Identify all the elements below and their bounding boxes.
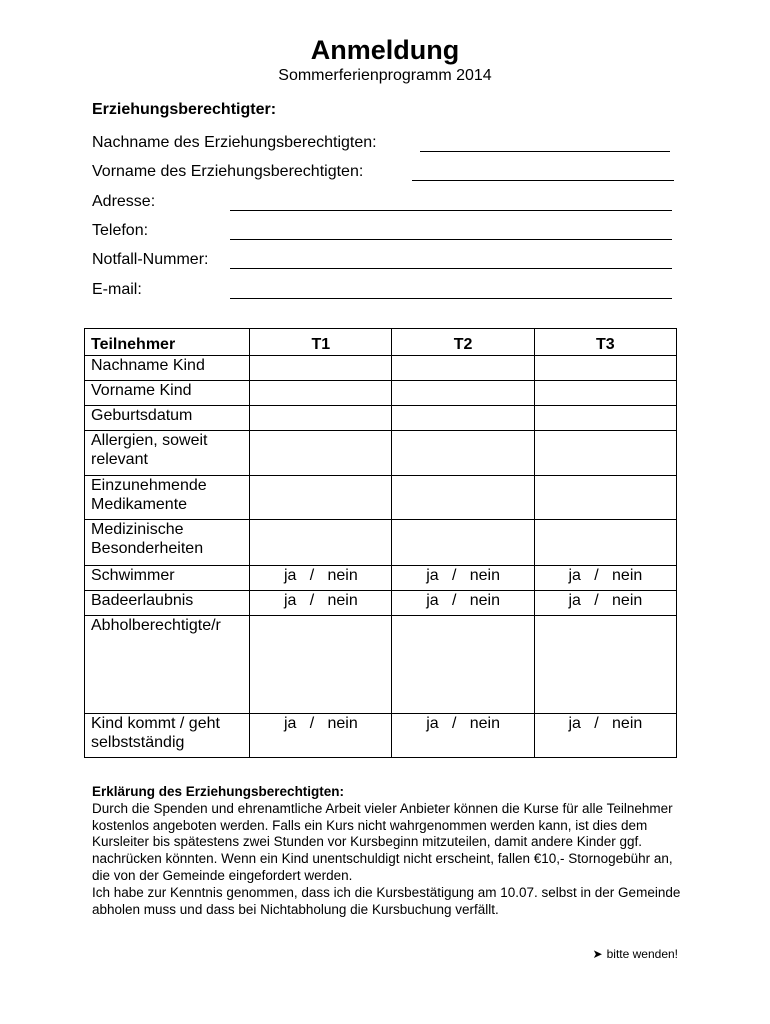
- emergency-number-label: Notfall-Nummer:: [92, 251, 209, 268]
- cell-t3[interactable]: [534, 431, 676, 476]
- cell-t2[interactable]: [392, 476, 534, 520]
- cell-t3[interactable]: [534, 616, 676, 714]
- cell-t2[interactable]: [392, 356, 534, 381]
- cell-t3[interactable]: [534, 381, 676, 406]
- address-label: Adresse:: [92, 193, 156, 210]
- guardian-heading: Erziehungsberechtigter:: [92, 101, 277, 118]
- row-label: Allergien, soweit relevant: [85, 431, 250, 476]
- cell-t3[interactable]: [534, 356, 676, 381]
- yes-no-choice[interactable]: ja / nein: [392, 714, 534, 758]
- cell-t3[interactable]: [534, 520, 676, 566]
- yes-no-choice[interactable]: ja / nein: [534, 591, 676, 616]
- declaration-paragraph: Durch die Spenden und ehrenamtliche Arbeit vieler Anbieter können die Kurse für alle Teilnehmer kostenlos angeboten werden. Falls ein Kurs nicht wahrgenommen werden kann, ist dies dem Kursleiter bis spätestens zwei Stunden vor Kursbeginn mitzuteilen, damit andere Kinder ggf. nachrücken könnten. Wenn ein Kind unentschuldigt nicht erscheint, fallen €10,- Stornogebühr an, die von der Gemeinde eingefordert werden.: [92, 800, 673, 883]
- cell-t1[interactable]: [250, 406, 392, 431]
- row-label: Vorname Kind: [85, 381, 250, 406]
- guardian-lastname-field[interactable]: [420, 151, 670, 152]
- table-row: [85, 616, 677, 714]
- header-t2: T2: [392, 329, 534, 356]
- guardian-lastname-label: Nachname des Erziehungsberechtigten:: [92, 134, 377, 151]
- row-label: Kind kommt / geht selbstständig: [85, 714, 250, 758]
- emergency-number-row: [92, 249, 682, 273]
- declaration-block: [92, 784, 682, 918]
- table-row: [85, 591, 677, 616]
- email-label: E-mail:: [92, 281, 142, 298]
- yes-no-choice[interactable]: ja / nein: [250, 591, 392, 616]
- yes-no-choice[interactable]: ja / nein: [392, 566, 534, 591]
- footer-note-text: bitte wenden!: [606, 947, 678, 961]
- phone-field[interactable]: [230, 239, 672, 240]
- cell-t2[interactable]: [392, 381, 534, 406]
- cell-t2[interactable]: [392, 616, 534, 714]
- row-label: Schwimmer: [85, 566, 250, 591]
- declaration-heading: Erklärung des Erziehungsberechtigten:: [92, 784, 345, 799]
- yes-no-choice[interactable]: ja / nein: [392, 591, 534, 616]
- cell-t1[interactable]: [250, 381, 392, 406]
- row-label: Geburtsdatum: [85, 406, 250, 431]
- arrow-right-icon: ➤: [592, 947, 603, 961]
- table-row: [85, 714, 677, 758]
- cell-t2[interactable]: [392, 406, 534, 431]
- cell-t3[interactable]: [534, 476, 676, 520]
- table-header-row: [85, 329, 677, 356]
- table-row: [85, 431, 677, 476]
- header-participant: Teilnehmer: [85, 329, 250, 356]
- cell-t1[interactable]: [250, 616, 392, 714]
- participants-table: [84, 328, 677, 758]
- guardian-firstname-row: [92, 161, 682, 185]
- address-row: [92, 191, 682, 215]
- please-turn-over-note: [593, 946, 678, 962]
- table-row: [85, 356, 677, 381]
- table-row: [85, 406, 677, 431]
- cell-t2[interactable]: [392, 520, 534, 566]
- row-label: Badeerlaubnis: [85, 591, 250, 616]
- page-subtitle: Sommerferienprogramm 2014: [278, 67, 492, 84]
- guardian-lastname-row: [92, 132, 682, 156]
- header-t3: T3: [534, 329, 676, 356]
- table-row: [85, 476, 677, 520]
- email-field[interactable]: [230, 298, 672, 299]
- cell-t1[interactable]: [250, 431, 392, 476]
- cell-t2[interactable]: [392, 431, 534, 476]
- table-row: [85, 520, 677, 566]
- cell-t1[interactable]: [250, 356, 392, 381]
- yes-no-choice[interactable]: ja / nein: [534, 714, 676, 758]
- phone-row: [92, 220, 682, 244]
- page-title: Anmeldung: [310, 35, 460, 65]
- header-t1: T1: [250, 329, 392, 356]
- emergency-number-field[interactable]: [230, 268, 672, 269]
- email-row: [92, 279, 682, 303]
- row-label: Einzunehmende Medikamente: [85, 476, 250, 520]
- cell-t3[interactable]: [534, 406, 676, 431]
- cell-t1[interactable]: [250, 520, 392, 566]
- row-label: Medizinische Besonderheiten: [85, 520, 250, 566]
- yes-no-choice[interactable]: ja / nein: [250, 714, 392, 758]
- phone-label: Telefon:: [92, 222, 149, 239]
- yes-no-choice[interactable]: ja / nein: [250, 566, 392, 591]
- guardian-firstname-field[interactable]: [412, 180, 674, 181]
- guardian-firstname-label: Vorname des Erziehungsberechtigten:: [92, 163, 364, 180]
- row-label: Nachname Kind: [85, 356, 250, 381]
- yes-no-choice[interactable]: ja / nein: [534, 566, 676, 591]
- row-label: Abholberechtigte/r: [85, 616, 250, 714]
- table-row: [85, 381, 677, 406]
- declaration-paragraph: Ich habe zur Kenntnis genommen, dass ich die Kursbestätigung am 10.07. selbst in der Gemeinde abholen muss und dass bei Nichtabholung die Kursbuchung verfällt.: [92, 884, 681, 917]
- cell-t1[interactable]: [250, 476, 392, 520]
- table-row: [85, 566, 677, 591]
- address-field[interactable]: [230, 210, 672, 211]
